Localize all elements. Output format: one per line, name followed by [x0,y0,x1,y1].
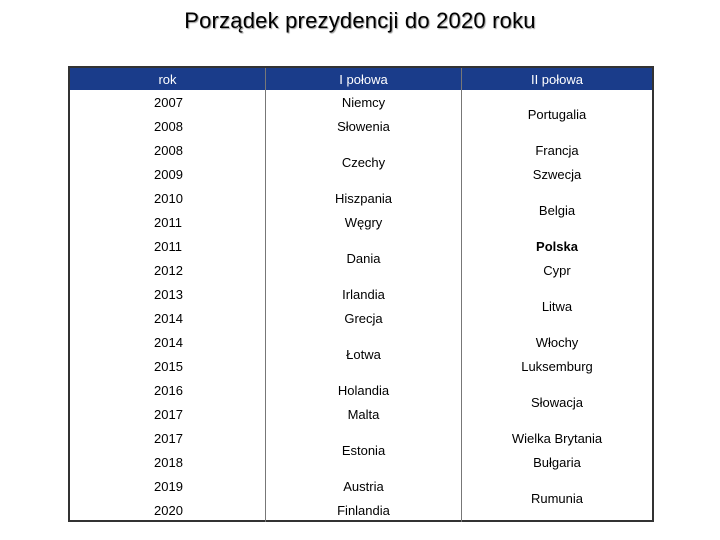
year-cell: 2014 [70,330,266,354]
year-cell: 2011 [70,210,266,234]
year-cell: 2010 [70,186,266,210]
first-half-cell: Austria [266,474,462,498]
second-half-cell: Wielka Brytania [511,430,603,446]
year-cell: 2011 [70,234,266,258]
second-half-cell: Szwecja [532,166,582,182]
first-half-cell: Czechy [266,138,462,186]
year-cell: 2008 [70,138,266,162]
first-half-cell: Słowenia [266,114,462,138]
second-half-cell: Portugalia [527,106,587,122]
year-cell: 2017 [70,426,266,450]
second-half-cell: Litwa [541,298,573,314]
presidency-table [68,66,654,522]
second-half-cell: Belgia [538,202,576,218]
year-cell: 2009 [70,162,266,186]
year-cell: 2019 [70,474,266,498]
second-half-cell-poland: Polska [536,238,578,254]
header-second-half: II połowa [462,68,652,90]
first-half-cell: Dania [266,234,462,282]
first-half-cell: Holandia [266,378,462,402]
second-half-cell: Luksemburg [521,358,593,374]
year-cell: 2008 [70,114,266,138]
first-half-cell: Malta [266,402,462,426]
first-half-cell: Węgry [266,210,462,234]
second-half-cell: Francja [535,142,579,158]
first-half-cell: Grecja [266,306,462,330]
page-title: Porządek prezydencji do 2020 roku [184,8,536,33]
header-first-half: I połowa [266,68,462,90]
header-year: rok [70,68,266,90]
year-cell: 2020 [70,498,266,522]
first-half-cell: Hiszpania [266,186,462,210]
first-half-cell: Łotwa [266,330,462,378]
first-half-cell: Irlandia [266,282,462,306]
year-cell: 2017 [70,402,266,426]
second-half-cell: Cypr [543,262,571,278]
second-half-cell: Słowacja [530,394,584,410]
second-half-cell: Rumunia [530,490,584,506]
year-cell: 2018 [70,450,266,474]
year-cell: 2007 [70,90,266,114]
year-cell: 2016 [70,378,266,402]
first-half-cell: Niemcy [266,90,462,114]
first-half-cell: Finlandia [266,498,462,522]
year-cell: 2013 [70,282,266,306]
year-cell: 2015 [70,354,266,378]
second-half-cell: Bułgaria [533,454,581,470]
year-cell: 2012 [70,258,266,282]
first-half-cell: Estonia [266,426,462,474]
second-half-cell: Włochy [535,334,579,350]
year-cell: 2014 [70,306,266,330]
